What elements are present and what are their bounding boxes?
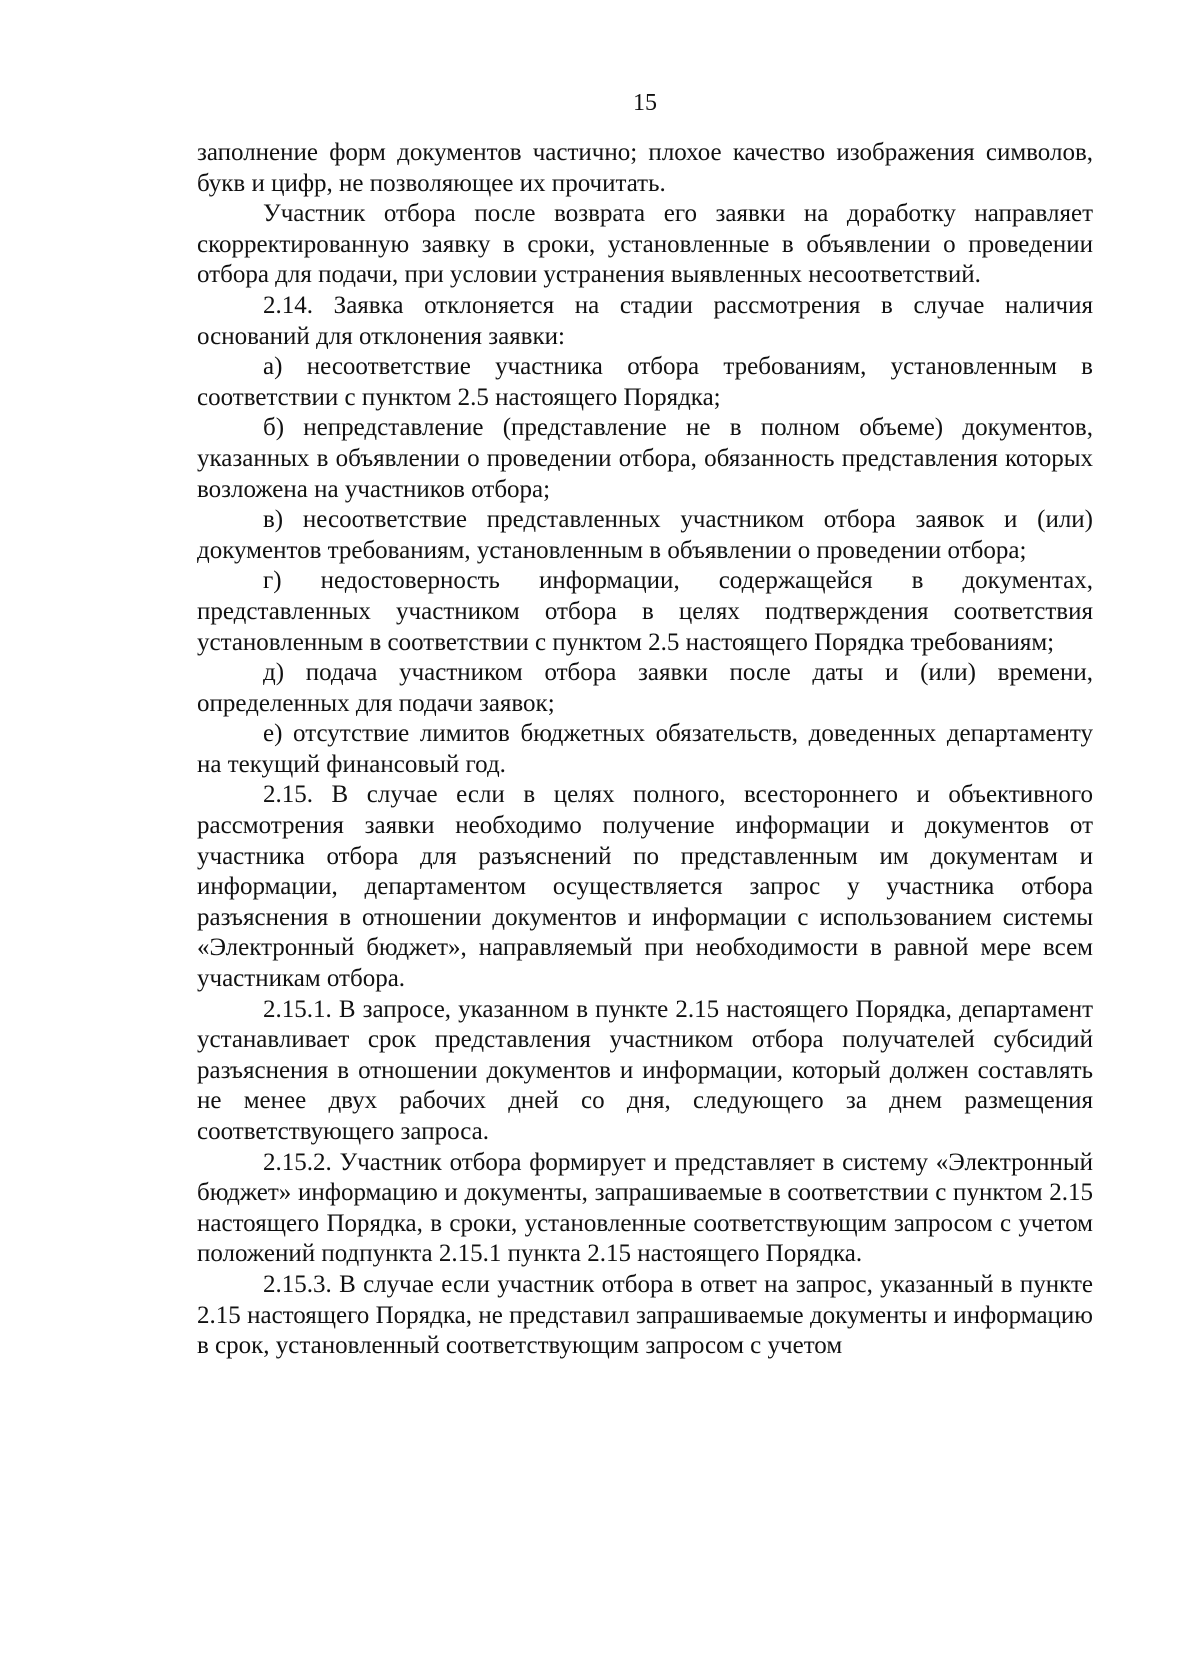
list-item-v: в) несоответствие представленных участником отбора заявок и (или) документов требованиям, установленным в объявлении о проведении отбора; xyxy=(197,506,1093,564)
list-item-d: д) подача участником отбора заявки после даты и (или) времени, определенных для подачи заявок; xyxy=(197,659,1093,717)
page-number: 15 xyxy=(633,90,657,116)
paragraph-continuation: заполнение форм документов частично; плохое качество изображения символов, букв и цифр, не позволяющее их прочитать. xyxy=(197,139,1093,197)
list-item-e: е) отсутствие лимитов бюджетных обязательств, доведенных департаменту на текущий финансовый год. xyxy=(197,720,1093,778)
paragraph-2-15: 2.15. В случае если в целях полного, всестороннего и объективного рассмотрения заявки необходимо получение информации и документов от участника отбора для разъяснений по представленным им документам и информации, департаментом осуществляется запрос у участника отбора разъяснения в отношении документов и информации с использованием системы «Электронный бюджет», направляемый при необходимости в равной мере всем участникам отбора. xyxy=(197,781,1093,993)
list-item-a: а) несоответствие участника отбора требованиям, установленным в соответствии с пунктом 2.5 настоящего Порядка; xyxy=(197,353,1093,411)
paragraph-2-15-1: 2.15.1. В запросе, указанном в пункте 2.15 настоящего Порядка, департамент устанавливает срок представления участником отбора получателей субсидий разъяснения в отношении документов и информации, который должен составлять не менее двух рабочих дней со дня, следующего за днем размещения соответствующего запроса. xyxy=(197,995,1093,1145)
paragraph-resubmission: Участник отбора после возврата его заявки на доработку направляет скорректированную заявку в сроки, установленные в объявлении о проведении отбора для подачи, при условии устранения выявленных несоответствий. xyxy=(197,200,1093,289)
list-item-b: б) непредставление (представление не в полном объеме) документов, указанных в объявлении о проведении отбора, обязанность представления которых возложена на участников отбора; xyxy=(197,414,1093,503)
paragraph-2-15-2: 2.15.2. Участник отбора формирует и представляет в систему «Электронный бюджет» информацию и документы, запрашиваемые в соответствии с пунктом 2.15 настоящего Порядка, в сроки, установленные соответствующим запросом с учетом положений подпункта 2.15.1 пункта 2.15 настоящего Порядка. xyxy=(197,1148,1093,1268)
document-body xyxy=(197,138,1093,1362)
list-item-g: г) недостоверность информации, содержащейся в документах, представленных участником отбора в целях подтверждения соответствия установленным в соответствии с пунктом 2.5 настоящего Порядка требованиям; xyxy=(197,567,1093,656)
paragraph-2-14: 2.14. Заявка отклоняется на стадии рассмотрения в случае наличия оснований для отклонения заявки: xyxy=(197,291,1093,350)
paragraph-2-15-3: 2.15.3. В случае если участник отбора в ответ на запрос, указанный в пункте 2.15 настоящего Порядка, не представил запрашиваемые документы и информацию в срок, установленный соответствующим запросом с учетом xyxy=(197,1270,1093,1360)
